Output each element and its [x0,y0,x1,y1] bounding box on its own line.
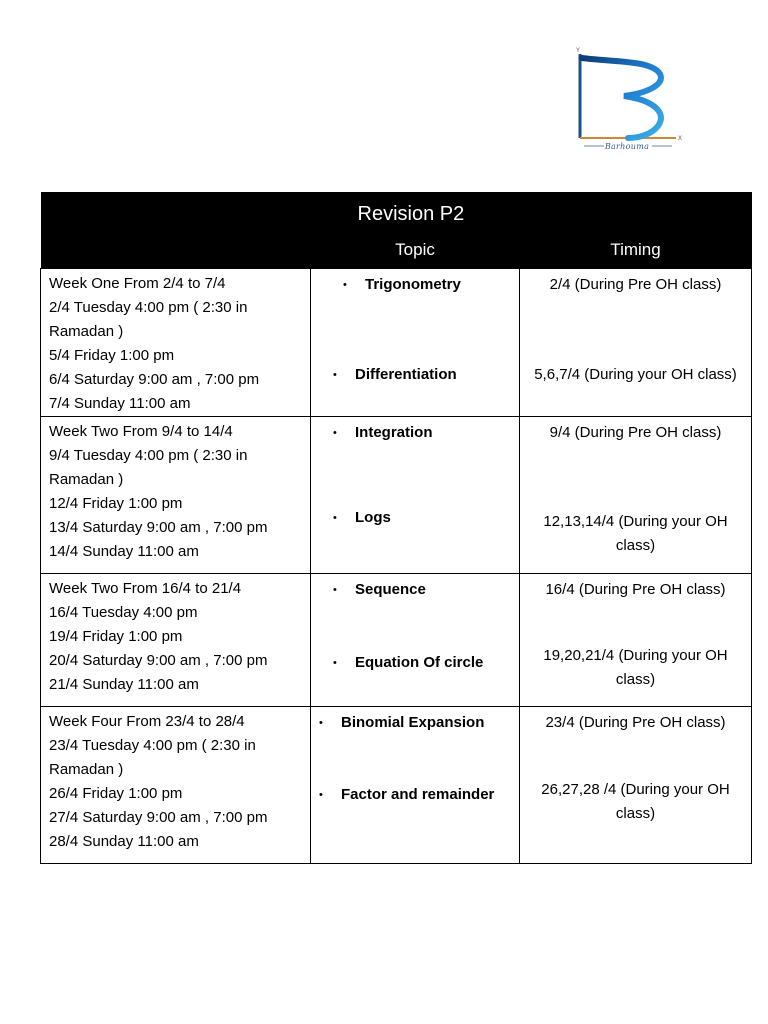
logo-text: Barhouma [604,142,650,151]
week-line: 13/4 Saturday 9:00 am , 7:00 pm [49,519,268,536]
timing-label: 9/4 (During Pre OH class) [549,424,722,441]
topic-item [333,421,433,445]
week-line: Ramadan ) [49,471,124,488]
topic-item [319,783,494,807]
timing-label: 12,13,14/4 (During your OH class) [543,513,728,554]
bullet-icon: • [333,657,337,669]
week-line: 9/4 Tuesday 4:00 pm ( 2:30 in [49,447,248,464]
timing-cell [520,707,752,864]
topic-cell [311,574,520,707]
topic-item [333,506,391,530]
topic-label: Trigonometry [365,276,461,293]
topic-label: Sequence [355,581,426,598]
table-row [41,417,752,574]
bullet-icon: • [343,279,347,291]
week-line: 19/4 Friday 1:00 pm [49,628,183,645]
week-cell [41,269,311,417]
timing-label: 16/4 (During Pre OH class) [545,581,726,598]
week-cell [41,417,311,574]
bullet-icon: • [333,512,337,524]
timing-label: 2/4 (During Pre OH class) [549,276,722,293]
barhouma-logo-graphic [572,42,690,152]
table-title: Revision P2 [41,192,752,232]
week-line: 6/4 Saturday 9:00 am , 7:00 pm [49,371,260,388]
table-title-row [41,192,752,232]
week-title: Week Four From 23/4 to 28/4 [49,713,245,730]
timing-cell [520,269,752,417]
topic-label: Differentiation [355,366,457,383]
topic-label: Factor and remainder [341,786,495,803]
table-header-row [41,232,752,269]
week-line: 5/4 Friday 1:00 pm [49,347,175,364]
week-title: Week One From 2/4 to 7/4 [49,275,226,292]
table-row [41,269,752,417]
topic-label: Equation Of circle [355,654,484,671]
logo [572,42,690,160]
header-timing: Timing [520,232,752,269]
week-line: 20/4 Saturday 9:00 am , 7:00 pm [49,652,268,669]
table-row [41,707,752,864]
bullet-icon: • [333,427,337,439]
topic-label: Binomial Expansion [341,714,485,731]
week-line: 27/4 Saturday 9:00 am , 7:00 pm [49,809,268,826]
revision-schedule-table [40,192,752,864]
week-line: 16/4 Tuesday 4:00 pm [49,604,198,621]
topic-item [319,711,484,735]
bullet-icon: • [319,789,323,801]
week-line: 23/4 Tuesday 4:00 pm ( 2:30 in [49,737,256,754]
timing-label: 26,27,28 /4 (During your OH class) [541,781,730,822]
timing-cell [520,417,752,574]
week-title: Week Two From 16/4 to 21/4 [49,580,242,597]
week-title: Week Two From 9/4 to 14/4 [49,423,233,440]
week-line: Ramadan ) [49,323,124,340]
week-line: 2/4 Tuesday 4:00 pm ( 2:30 in [49,299,248,316]
topic-cell [311,707,520,864]
timing-cell [520,574,752,707]
week-line: 26/4 Friday 1:00 pm [49,785,183,802]
week-line: Ramadan ) [49,761,124,778]
topic-cell [311,417,520,574]
bullet-icon: • [333,584,337,596]
topic-item [333,363,457,387]
logo-axis-y: Y [576,48,581,54]
bullet-icon: • [319,717,323,729]
bullet-icon: • [333,369,337,381]
logo-axis-x: X [678,136,683,142]
topic-cell [311,269,520,417]
timing-label: 5,6,7/4 (During your OH class) [534,366,737,383]
topic-label: Logs [355,509,391,526]
week-line: 28/4 Sunday 11:00 am [49,833,199,850]
week-line: 12/4 Friday 1:00 pm [49,495,183,512]
topic-label: Integration [355,424,433,441]
week-line: 14/4 Sunday 11:00 am [49,543,199,560]
week-cell [41,707,311,864]
week-line: 21/4 Sunday 11:00 am [49,676,199,693]
header-topic: Topic [311,232,520,269]
timing-label: 23/4 (During Pre OH class) [545,714,726,731]
topic-item [343,273,461,297]
week-cell [41,574,311,707]
topic-item [333,651,483,675]
week-line: 7/4 Sunday 11:00 am [49,395,191,412]
timing-label: 19,20,21/4 (During your OH class) [543,647,728,688]
header-week-blank [41,232,311,269]
table-row [41,574,752,707]
topic-item [333,578,426,602]
